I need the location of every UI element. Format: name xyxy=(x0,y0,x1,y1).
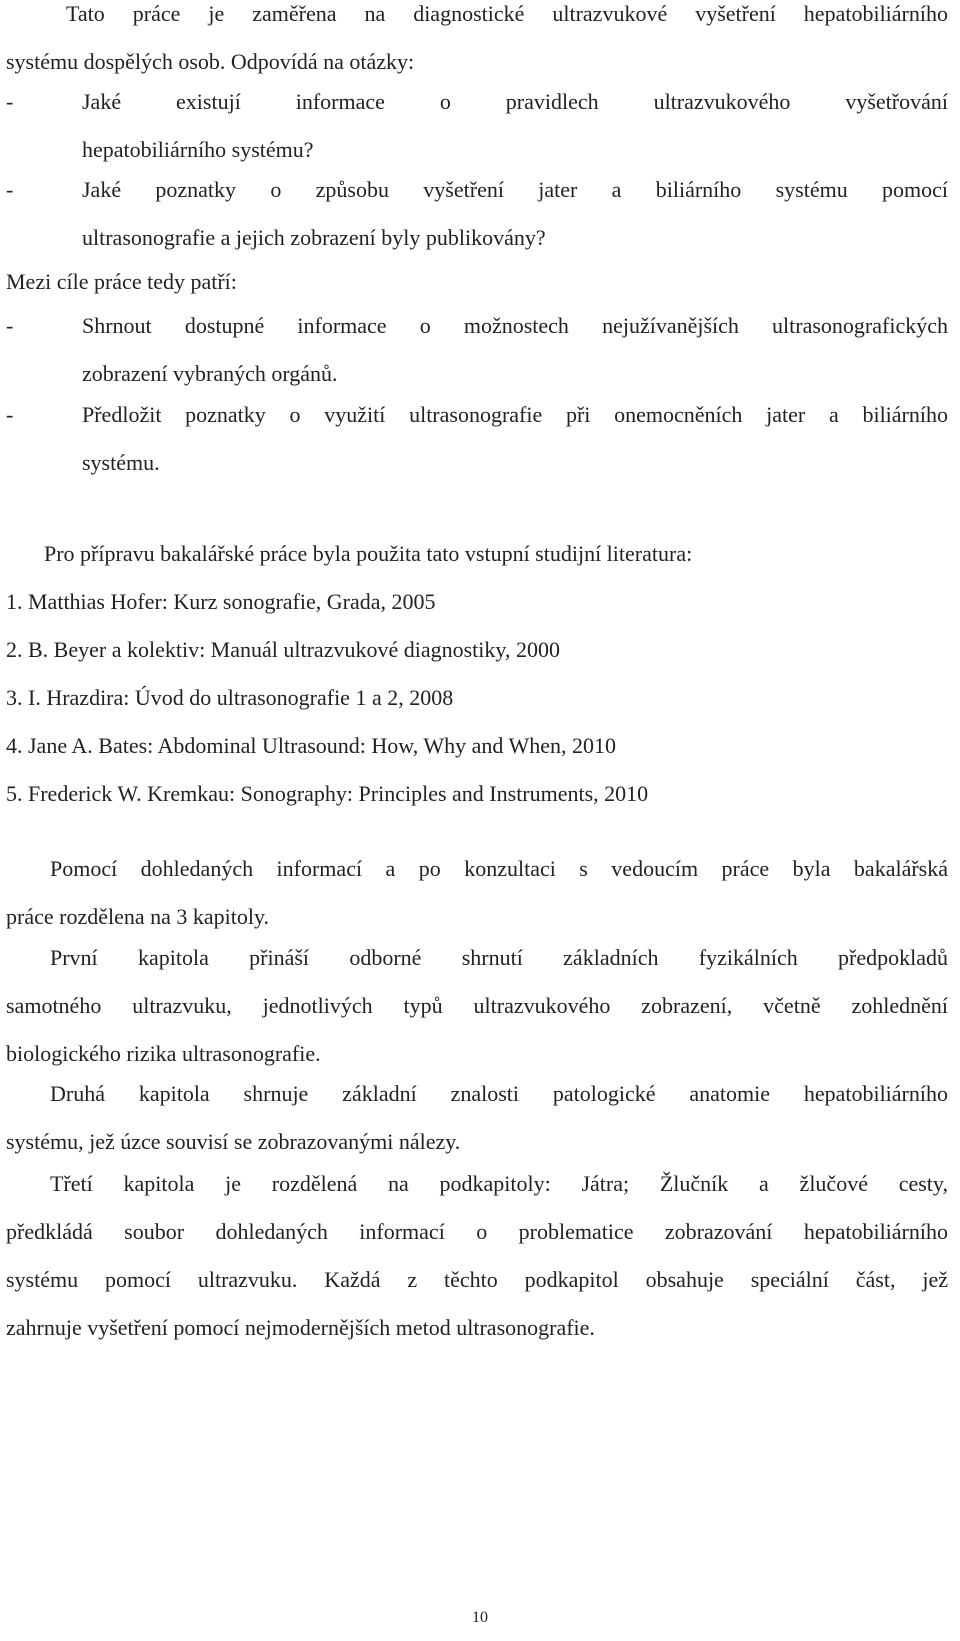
question-1-line-2: hepatobiliárního systému? xyxy=(82,137,314,162)
overview-line-2: práce rozdělena na 3 kapitoly. xyxy=(6,904,270,929)
question-2-line-1: Jaké poznatky o způsobu vyšetření jater a biliárního systému pomocí xyxy=(82,177,948,202)
goals-heading xyxy=(6,258,237,306)
goals-heading-text: Mezi cíle práce tedy patří: xyxy=(6,269,237,294)
question-1-line-1: Jaké existují informace o pravidlech ultrazvukového vyšetřování xyxy=(82,89,948,114)
goal-item-2 xyxy=(6,391,948,487)
list-dash: - xyxy=(6,313,14,338)
goal-item-1 xyxy=(6,302,948,398)
overview-line-1: Pomocí dohledaných informací a po konzultaci s vedoucím práce byla bakalářská xyxy=(50,856,948,881)
chapter-three-line-1: Třetí kapitola je rozdělená na podkapitoly: Játra; Žlučník a žlučové cesty, xyxy=(50,1171,948,1196)
chapter-three-line-2: předkládá soubor dohledaných informací o problematice zobrazování hepatobiliárního xyxy=(6,1219,948,1244)
literature-section xyxy=(6,530,692,818)
goal-2-line-2: systému. xyxy=(82,450,160,475)
chapter-three-paragraph xyxy=(6,1160,948,1352)
goal-2-line-1: Předložit poznatky o využití ultrasonografie při onemocněních jater a biliárního xyxy=(82,402,948,427)
question-item-2 xyxy=(6,166,948,262)
literature-item: 2. B. Beyer a kolektiv: Manuál ultrazvukové diagnostiky, 2000 xyxy=(6,637,560,662)
intro-line-1: Tato práce je zaměřena na diagnostické ultrazvukové vyšetření hepatobiliárního xyxy=(66,1,948,26)
list-dash: - xyxy=(6,402,14,427)
literature-intro: Pro přípravu bakalářské práce byla použita tato vstupní studijní literatura: xyxy=(44,541,693,566)
chapter-one-paragraph xyxy=(6,934,948,1078)
chapter-one-line-2: samotného ultrazvuku, jednotlivých typů ultrazvukového zobrazení, včetně zohlednění xyxy=(6,993,948,1018)
chapter-one-line-1: První kapitola přináší odborné shrnutí základních fyzikálních předpokladů xyxy=(50,945,948,970)
literature-item: 3. I. Hrazdira: Úvod do ultrasonografie 1 a 2, 2008 xyxy=(6,685,454,710)
literature-item: 4. Jane A. Bates: Abdominal Ultrasound: How, Why and When, 2010 xyxy=(6,733,617,758)
chapter-three-line-4: zahrnuje vyšetření pomocí nejmodernějších metod ultrasonografie. xyxy=(6,1315,595,1340)
chapter-two-line-2: systému, jež úzce souvisí se zobrazovanými nálezy. xyxy=(6,1129,461,1154)
goal-1-line-2: zobrazení vybraných orgánů. xyxy=(82,361,338,386)
question-item-1 xyxy=(6,78,948,174)
intro-line-2: systému dospělých osob. Odpovídá na otázky: xyxy=(6,49,415,74)
goal-1-line-1: Shrnout dostupné informace o možnostech nejužívanějších ultrasonografických xyxy=(82,313,948,338)
chapter-three-line-3: systému pomocí ultrazvuku. Každá z těchto podkapitol obsahuje speciální část, jež xyxy=(6,1267,948,1292)
literature-item: 5. Frederick W. Kremkau: Sonography: Principles and Instruments, 2010 xyxy=(6,781,649,806)
list-dash: - xyxy=(6,177,14,202)
question-2-line-2: ultrasonografie a jejich zobrazení byly publikovány? xyxy=(82,225,546,250)
chapter-two-paragraph xyxy=(6,1070,948,1166)
intro-paragraph xyxy=(6,0,948,86)
chapter-one-line-3: biologického rizika ultrasonografie. xyxy=(6,1041,321,1066)
page-number: 10 xyxy=(472,1609,488,1626)
chapters-overview-paragraph xyxy=(6,845,948,941)
list-dash: - xyxy=(6,89,14,114)
literature-item: 1. Matthias Hofer: Kurz sonografie, Grada, 2005 xyxy=(6,589,436,614)
chapter-two-line-1: Druhá kapitola shrnuje základní znalosti patologické anatomie hepatobiliárního xyxy=(50,1081,948,1106)
